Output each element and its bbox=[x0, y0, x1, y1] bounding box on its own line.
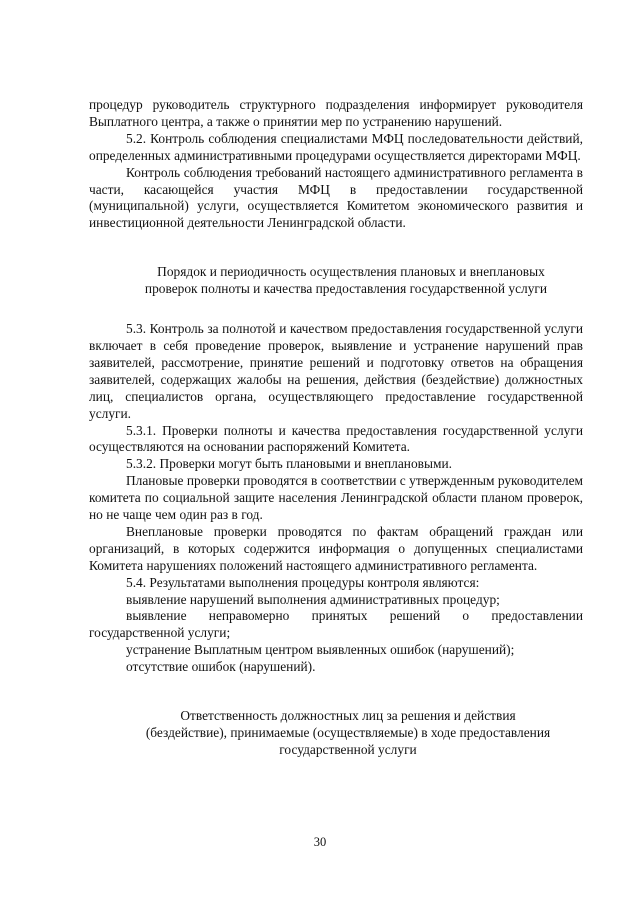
paragraph-5-3-1: 5.3.1. Проверки полноты и качества предоставления государственной услуги осуществляются на основании распоряжений Комитета. bbox=[89, 422, 583, 455]
list-item-result: выявление неправомерно принятых решений о предоставлении государственной услуги; bbox=[89, 608, 583, 641]
page-number: 30 bbox=[313, 835, 327, 849]
heading-line: Ответственность должностных лиц за решения и действия bbox=[180, 708, 516, 724]
paragraph-continuation: процедур руководитель структурного подразделения информирует руководителя Выплатного центра, а также о принятии мер по устранению нарушений. bbox=[89, 97, 583, 129]
heading-line: (бездействие), принимаемые (осуществляемые) в ходе предоставления bbox=[145, 725, 551, 740]
heading-line: проверок полноты и качества предоставления государственной услуги bbox=[144, 281, 548, 297]
document-body bbox=[89, 97, 583, 759]
paragraph-5-2: 5.2. Контроль соблюдения специалистами МФЦ последовательности действий, определенных административными процедурами осуществляется директорами МФЦ. bbox=[89, 130, 583, 163]
spacer bbox=[89, 298, 583, 321]
paragraph-planned-inspections: Плановые проверки проводятся в соответствии с утвержденным руководителем комитета по социальной защите населения Ленинградской области планом проверок, но не чаще чем один раз в год. bbox=[89, 473, 583, 523]
section-heading-inspections bbox=[89, 264, 583, 298]
paragraph-5-3-2: 5.3.2. Проверки могут быть плановыми и внеплановыми. bbox=[126, 456, 452, 472]
paragraph-unplanned-inspections: Внеплановые проверки проводятся по фактам обращений граждан или организаций, в которых содержится информация о допущенных специалистами Комитета нарушениях положений настоящего административного регламента. bbox=[89, 523, 583, 573]
paragraph-5-4: 5.4. Результатами выполнения процедуры контроля являются: bbox=[126, 574, 480, 590]
list-item-result: выявление нарушений выполнения административных процедур; bbox=[126, 591, 500, 607]
paragraph-mfc-control: Контроль соблюдения требований настоящего административного регламента в части, касающейся участия МФЦ в предоставлении государственной (муниципальной) услуги, осуществляется Комитетом экономического развития и инвестиционной деятельности Ленинградской области. bbox=[89, 164, 583, 231]
section-heading-responsibility bbox=[89, 708, 583, 759]
list-item-result: отсутствие ошибок (нарушений). bbox=[126, 659, 316, 675]
list-item-result: устранение Выплатным центром выявленных ошибок (нарушений); bbox=[126, 642, 515, 658]
heading-line: государственной услуги bbox=[279, 741, 417, 757]
paragraph-5-3: 5.3. Контроль за полнотой и качеством предоставления государственной услуги включает в себя проведение проверок, выявление и устранение нарушений прав заявителей, рассмотрение, принятие решений и подготовку ответов на обращения заявителей, содержащих жалобы на решения, действия (бездействие) должностных лиц, специалистов органа, осуществляющего предоставление государственной услуги. bbox=[89, 321, 583, 421]
heading-line: Порядок и периодичность осуществления плановых и внеплановых bbox=[157, 264, 545, 280]
